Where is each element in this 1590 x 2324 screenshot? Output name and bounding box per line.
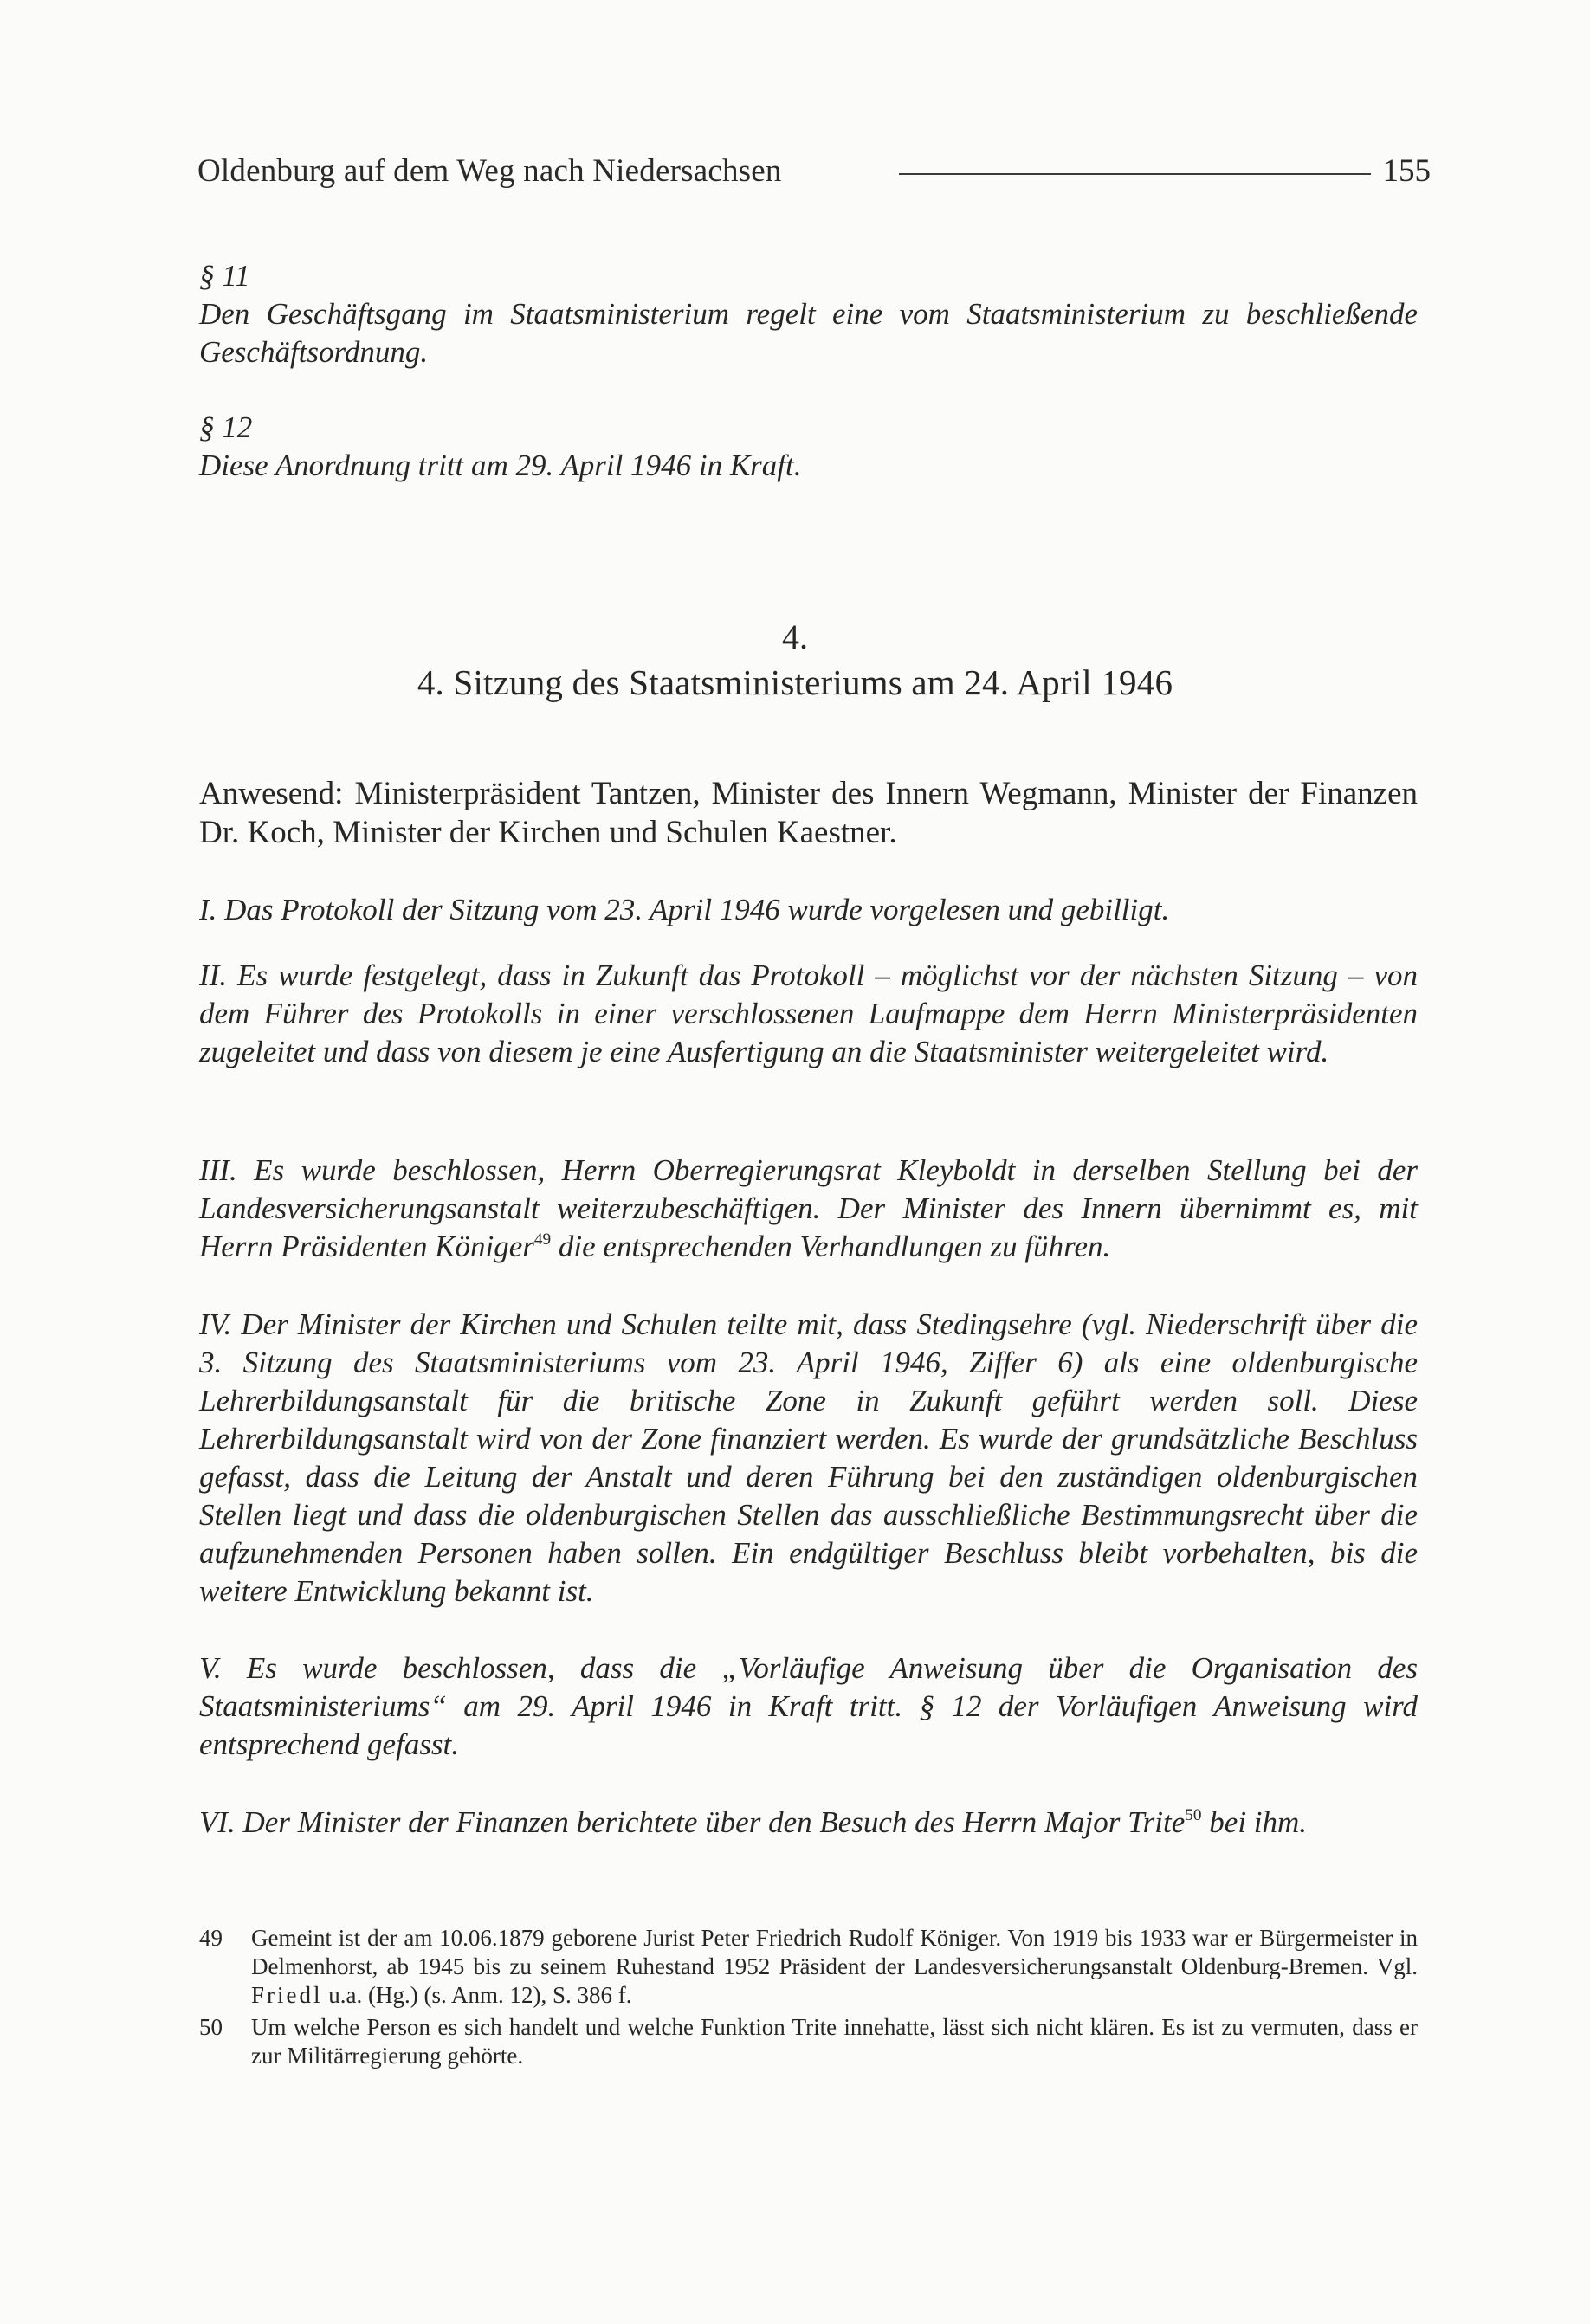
section-label: § 12	[199, 410, 253, 444]
running-title: Oldenburg auf dem Weg nach Niedersachsen	[197, 153, 782, 189]
item-text-part: bei ihm.	[1201, 1805, 1308, 1839]
section-11	[199, 257, 1418, 371]
footnote-ref-49[interactable]: 49	[533, 1230, 552, 1249]
document-number: 4.	[782, 617, 808, 656]
item-ii	[199, 957, 1418, 1071]
footnote-number: 50	[199, 2014, 223, 2040]
footnote-number: 49	[199, 1925, 223, 1951]
running-head	[197, 145, 1431, 197]
item-text-part: III. Es wurde beschlossen, Herrn Oberregierungsrat Kleyboldt in derselben Stellung bei der Landesversicherungsanstalt weiterzubeschäftigen. Der Minister des Innern übernimmt es, mit Herrn Präsidenten Königer	[199, 1153, 1418, 1263]
footnotes	[199, 1924, 1418, 2074]
section-text: Den Geschäftsgang im Staatsministerium regelt eine vom Staatsministerium zu beschließende Geschäftsordnung.	[199, 297, 1418, 369]
item-text-part: VI. Der Minister der Finanzen berichtete über den Besuch des Herrn Major Trite	[199, 1805, 1186, 1839]
footnote-author: Friedl	[251, 1982, 323, 2008]
item-i	[199, 891, 1418, 929]
item-text	[199, 1152, 1418, 1271]
page-number: 155	[1382, 153, 1431, 189]
footnote-50	[199, 2013, 1418, 2070]
item-text: I. Das Protokoll der Sitzung vom 23. April 1946 wurde vorgelesen und gebilligt.	[199, 893, 1170, 926]
attendance-text: Anwesend: Ministerpräsident Tantzen, Minister des Innern Wegmann, Minister der Finanzen Dr. Koch, Minister der Kirchen und Schulen Kaestner.	[199, 776, 1418, 850]
item-v	[199, 1649, 1418, 1764]
footnote-ref-50[interactable]: 50	[1185, 1805, 1202, 1824]
section-label: § 11	[199, 259, 250, 293]
section-text: Diese Anordnung tritt am 29. April 1946 in Kraft.	[199, 449, 802, 482]
footnote-text: Um welche Person es sich handelt und welche Funktion Trite innehatte, lässt sich nicht klären. Es ist zu vermuten, dass er zur Militärregierung gehörte.	[251, 2014, 1418, 2069]
footnote-text-part: u.a. (Hg.) (s. Anm. 12), S. 386 f.	[322, 1982, 632, 2008]
item-iii	[199, 1152, 1418, 1271]
footnote-text-part: Gemeint ist der am 10.06.1879 geborene Jurist Peter Friedrich Rudolf Königer. Von 1919 bis 1933 war er Bürgermeister in Delmenhorst, ab 1945 bis zu seinem Ruhestand 1952 Präsident der Landesversicherungsanstalt Oldenburg-Bremen. Vgl.	[251, 1925, 1418, 1979]
section-12	[199, 409, 1418, 485]
item-text	[199, 1804, 1418, 1847]
item-text: II. Es wurde festgelegt, dass in Zukunft das Protokoll – möglichst vor der nächsten Sitzung – von dem Führer des Protokolls in einer verschlossenen Laufmappe dem Herrn Ministerpräsidenten zugeleitet und dass von diesem je eine Ausfertigung an die Staatsminister weitergeleitet wird.	[199, 959, 1418, 1068]
item-text: IV. Der Minister der Kirchen und Schulen teilte mit, dass Stedingsehre (vgl. Niederschrift über die 3. Sitzung des Staatsministeriums vom 23. April 1946, Ziffer 6) als eine oldenburgische Lehrerbildungsanstalt für die britische Zone in Zukunft geführt werden soll. Diese Lehrerbildungsanstalt wird von der Zone finanziert werden. Es wurde der grundsätzliche Beschluss gefasst, dass die Leitung der Anstalt und deren Führung bei den zuständigen oldenburgischen Stellen liegt und dass die oldenburgischen Stellen das ausschließliche Bestimmungsrecht über die aufzunehmenden Personen haben sollen. Ein endgültiger Beschluss bleibt vorbehalten, bis die weitere Entwicklung bekannt ist.	[199, 1307, 1418, 1608]
footnote-49	[199, 1924, 1418, 2010]
item-iv	[199, 1306, 1418, 1611]
item-text: V. Es wurde beschlossen, dass die „Vorläufige Anweisung über die Organisation des Staatsministeriums“ am 29. April 1946 in Kraft tritt. § 12 der Vorläufigen Anweisung wird entsprechend gefasst.	[199, 1651, 1418, 1761]
item-vi	[199, 1804, 1418, 1847]
footnote-text	[251, 1924, 1418, 2010]
item-text-part: die entsprechenden Verhandlungen zu führen.	[551, 1230, 1111, 1263]
document-title: 4. Sitzung des Staatsministeriums am 24. April 1946	[417, 662, 1173, 702]
attendance-block	[199, 774, 1418, 852]
header-rule	[899, 173, 1371, 175]
